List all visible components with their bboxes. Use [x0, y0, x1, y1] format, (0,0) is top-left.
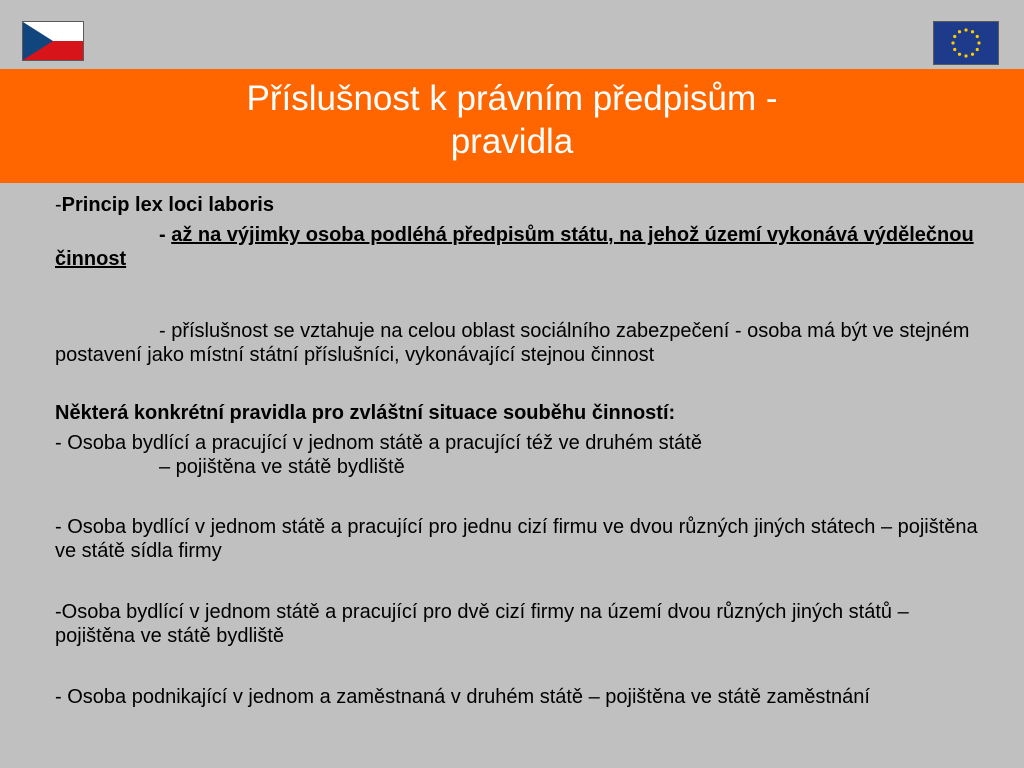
rule-item-4: - Osoba podnikající v jednom a zaměstnaná v druhém státě – pojištěna ve státě zaměstnání: [55, 686, 870, 708]
eu-star: [953, 48, 956, 51]
eu-star: [976, 48, 979, 51]
eu-star: [964, 28, 967, 31]
slide-title: [0, 77, 1024, 163]
czech-flag-icon: [22, 21, 84, 61]
eu-star: [971, 30, 974, 33]
principle-title: Princip lex loci laboris: [61, 194, 274, 216]
scope-paragraph: [55, 319, 985, 367]
eu-star: [971, 53, 974, 56]
slide-title-line2: pravidla: [450, 122, 574, 161]
dash: -: [55, 194, 62, 216]
eu-star: [953, 35, 956, 38]
principle-heading: [55, 193, 985, 217]
eu-flag-icon: [933, 21, 999, 65]
principle-rule: [55, 223, 985, 271]
eu-star: [977, 41, 980, 44]
scope-text: - příslušnost se vztahuje na celou oblast sociálního zabezpečení - osoba má být ve stejném postavení jako místní státní příslušníci, vykonávající stejnou činnost: [55, 320, 970, 366]
rule-item-1-line2: – pojištěna ve státě bydliště: [159, 456, 405, 478]
eu-star: [958, 30, 961, 33]
rule-item-1-line1: - Osoba bydlící a pracující v jednom státě a pracující též ve druhém státě: [55, 432, 702, 454]
eu-star: [951, 41, 954, 44]
rule-item-1: [55, 431, 985, 479]
principle-rule-text: až na výjimky osoba podléhá předpisům státu, na jehož území vykonává výdělečnou činnost: [55, 224, 974, 270]
rule-item-3: -Osoba bydlící v jednom státě a pracující pro dvě cizí firmy na území dvou různých jiných států – pojištěna ve státě bydliště: [55, 601, 909, 647]
eu-star: [958, 53, 961, 56]
special-rules-heading: Některá konkrétní pravidla pro zvláštní situace souběhu činností:: [55, 402, 676, 424]
eu-star: [964, 54, 967, 57]
rule-item-2: - Osoba bydlící v jednom státě a pracující pro jednu cizí firmu ve dvou různých jiných státech – pojištěna ve státě sídla firmy: [55, 516, 978, 562]
slide-body: [55, 193, 985, 709]
dash: -: [159, 224, 172, 246]
eu-star: [976, 35, 979, 38]
slide-title-line1: Příslušnost k právním předpisům -: [246, 79, 778, 118]
